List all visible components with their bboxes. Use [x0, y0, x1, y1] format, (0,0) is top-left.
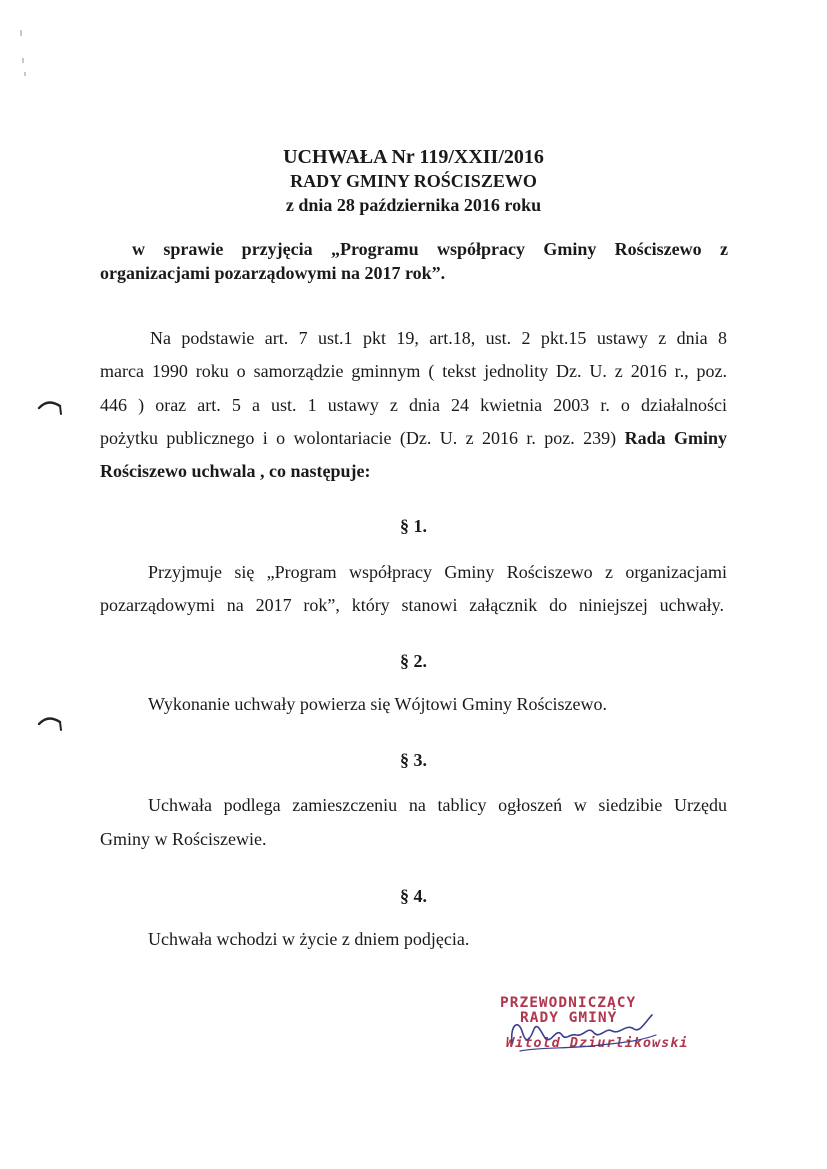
resolution-title: UCHWAŁA Nr 119/XXII/2016	[283, 146, 544, 168]
section-2-line-1: Wykonanie uchwały powierza się Wójtowi Gminy Rościszewo.	[148, 694, 607, 714]
scan-edge-mark	[22, 58, 24, 63]
subject-line-2: organizacjami pozarządowymi na 2017 rok”.	[100, 263, 446, 283]
scan-edge-mark	[24, 72, 26, 76]
preamble-line-4-bold: Rada Gminy	[624, 428, 728, 448]
preamble-line-1: Na podstawie art. 7 ust.1 pkt 19, art.18, ust. 2 pkt.15 ustawy z dnia 8	[150, 328, 727, 348]
preamble-line-4-text: pożytku publicznego i o wolontariacie (Dz. U. z 2016 r. poz. 239)	[100, 428, 617, 448]
section-mark-3: § 3.	[400, 750, 427, 770]
resolution-date: z dnia 28 października 2016 roku	[285, 195, 542, 215]
scan-edge-mark	[20, 30, 22, 36]
preamble-line-3: 446 ) oraz art. 5 a ust. 1 ustawy z dnia 24 kwietnia 2003 r. o działalności	[100, 395, 727, 415]
stamp-council: RADY GMINY	[520, 1010, 618, 1026]
preamble-line-4	[100, 428, 727, 449]
subject-line-1: w sprawie przyjęcia „Programu współpracy Gminy Rościszewo z	[132, 239, 728, 259]
stamp-title: PRZEWODNICZĄCY	[500, 995, 637, 1011]
stamp-name: Witold Dziurlikowski	[506, 1035, 689, 1051]
preamble-line-5: Rościszewo uchwala , co następuje:	[100, 461, 371, 481]
handwritten-signature	[500, 1005, 670, 1065]
preamble-line-2: marca 1990 roku o samorządzie gminnym ( tekst jednolity Dz. U. z 2016 r., poz.	[100, 361, 727, 381]
section-4-line-1: Uchwała wchodzi w życie z dniem podjęcia.	[148, 929, 470, 949]
punch-hole-mark	[36, 396, 66, 416]
section-3-line-2: Gminy w Rościszewie.	[100, 829, 267, 849]
section-mark-4: § 4.	[400, 886, 427, 906]
section-1-line-1: Przyjmuje się „Program współpracy Gminy Rościszewo z organizacjami	[148, 562, 727, 582]
section-mark-2: § 2.	[400, 651, 427, 671]
section-mark-1: § 1.	[400, 516, 427, 536]
council-name: RADY GMINY ROŚCISZEWO	[290, 171, 537, 191]
section-1-line-2: pozarządowymi na 2017 rok”, który stanowi załącznik do niniejszej uchwały.	[100, 595, 724, 615]
section-3-line-1: Uchwała podlega zamieszczeniu na tablicy ogłoszeń w siedzibie Urzędu	[148, 795, 727, 815]
punch-hole-mark	[36, 712, 66, 732]
